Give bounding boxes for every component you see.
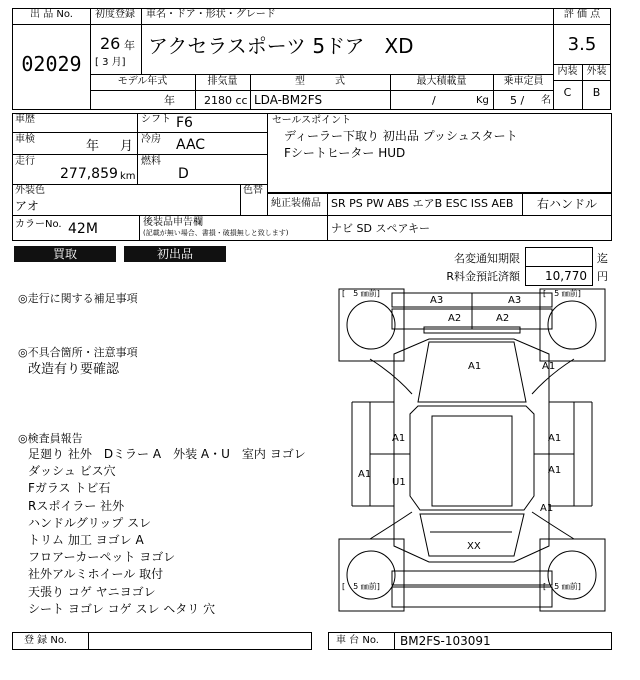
ac-label: 冷房	[141, 134, 161, 145]
displacement-label: 排気量	[207, 76, 238, 87]
tire-box-front-left	[339, 289, 404, 361]
color-box	[12, 184, 268, 216]
mark-left-fender: A1	[542, 361, 556, 372]
capacity-unit: 名	[541, 95, 551, 106]
tire-label-rear-left: [ 5 ㎜前]	[342, 582, 380, 591]
type-code: LDA-BM2FS	[254, 93, 323, 107]
mileage-label: 走行	[15, 156, 35, 167]
mark-bumper-right: A2	[496, 313, 510, 324]
recycle-amount: 10,770	[545, 269, 587, 283]
mark-front-left: A3	[430, 295, 444, 306]
inspection-year: 年	[86, 139, 100, 154]
tire-box-rear-left	[339, 539, 404, 611]
sales-line-2: Fシートヒーター HUD	[284, 146, 406, 160]
mileage-value: 277,859	[60, 166, 118, 182]
mark-bumper-left: A2	[448, 313, 462, 324]
color-label: 外装色	[15, 185, 45, 196]
equipment-value: SR PS PW ABS エアB ESC ISS AEB	[331, 197, 514, 210]
inspector-report-line: 天張り コゲ ヤニヨゴレ	[28, 584, 156, 599]
inspector-report-line: ハンドルグリップ スレ	[28, 515, 152, 530]
sales-line-1: ディーラー下取り 初出品 プッシュスタート	[284, 129, 518, 143]
purchase-badge: 買取	[14, 246, 116, 262]
details-box	[12, 113, 268, 185]
after-label: 後装品申告欄	[143, 217, 203, 228]
first-listing-badge: 初出品	[124, 246, 226, 262]
displacement-value: 2180 cc	[204, 94, 248, 107]
first-reg-year: 26	[100, 34, 121, 53]
defect-text: 改造有り要確認	[28, 362, 120, 377]
capacity-label: 乗車定員	[503, 76, 544, 87]
registration-label: 登 録 No.	[24, 635, 67, 646]
inspector-report-line: ダッシュ ビス穴	[28, 464, 116, 479]
chassis-value: BM2FS-103091	[400, 634, 491, 648]
mileage-unit: km	[120, 171, 136, 182]
tire-label-front-left: [ 5 ㎜前]	[342, 289, 380, 298]
rear-bumper-lower	[392, 587, 552, 607]
inspector-report-line: トリム 加工 ヨゴレ A	[28, 533, 144, 547]
name-change-label: 名変通知期限	[454, 252, 520, 265]
color-no-value: 42M	[68, 221, 98, 237]
score-label: 評 価 点	[563, 9, 601, 20]
model-year-label: モデル年式	[117, 76, 168, 87]
name-change-unit: 迄	[597, 252, 608, 265]
driving-remarks-title: ◎走行に関する補足事項	[18, 292, 138, 305]
chassis-label: 車 台 No.	[336, 635, 379, 646]
score-value: 3.5	[567, 34, 597, 55]
inspector-report-line: シート ヨゴレ コゲ スレ ヘタリ 穴	[28, 601, 216, 616]
mark-right-rear: A1	[540, 503, 554, 514]
interior-grade: C	[563, 86, 572, 99]
mark-right-door: A1	[548, 433, 562, 444]
tire-front-left	[347, 301, 395, 349]
exterior-grade: B	[592, 86, 601, 99]
lot-number: 02029	[21, 52, 82, 76]
first-reg-year-unit: 年	[124, 39, 135, 52]
model-year-unit: 年	[164, 94, 175, 107]
sales-label: セールスポイント	[272, 115, 352, 126]
name-change-value-box	[525, 247, 593, 267]
repaint-label: 色替	[243, 185, 263, 196]
tire-rear-left	[347, 551, 395, 599]
mark-left-door: A1	[392, 433, 406, 444]
tire-label-front-right: [ 5 ㎜前]	[543, 289, 581, 298]
recycle-label: R料金預託済額	[446, 270, 520, 283]
max-load-unit: Kg	[476, 95, 489, 106]
inspector-report-line: Fガラス トビ石	[28, 481, 111, 496]
shift-value: F6	[176, 115, 193, 131]
model-name: アクセラスポーツ 5ドア XD	[148, 34, 414, 58]
after-items: ナビ SD スペアキー	[331, 222, 431, 235]
mark-front-right: A3	[508, 295, 522, 306]
fuel-value: D	[178, 166, 189, 182]
hood	[418, 342, 526, 402]
inspection-month: 月	[120, 139, 134, 154]
inspection-label: 車検	[15, 134, 35, 145]
equipment-label: 純正装備品	[271, 198, 321, 209]
car-damage-diagram	[334, 284, 610, 616]
first-reg-label: 初度登録	[95, 9, 135, 20]
inspector-report-line: 社外アルミホイール 取付	[28, 567, 164, 582]
car-body-outline	[394, 339, 549, 562]
roof	[432, 416, 512, 506]
exterior-label: 外装	[586, 66, 607, 77]
shift-label: シフト	[141, 114, 171, 125]
interior-label: 内装	[557, 66, 578, 77]
lot-label: 出 品 No.	[30, 9, 73, 20]
color-no-label: カラーNo.	[15, 219, 62, 230]
inspector-title: ◎検査員報告	[18, 432, 83, 445]
mark-hood: A1	[468, 361, 482, 372]
cabin-outline	[410, 406, 534, 510]
tire-box-front-right	[540, 289, 605, 361]
tire-box-rear-right	[540, 539, 605, 611]
capacity-value: 5 /	[510, 94, 525, 107]
defect-title: ◎不具合箇所・注意事項	[18, 346, 138, 359]
inspector-report-line: フロアーカーペット ヨゴレ	[28, 550, 176, 565]
color-value: アオ	[15, 199, 39, 213]
mark-right-quarter: A1	[548, 465, 562, 476]
tire-front-right	[548, 301, 596, 349]
rear-bumper	[392, 571, 552, 585]
first-reg-month: [ 3 月]	[95, 57, 126, 68]
max-load-value: /	[432, 94, 436, 107]
after-note: (記載が無い場合、書損・破損無しと致します)	[143, 229, 289, 237]
max-load-label: 最大積載量	[416, 76, 467, 87]
tire-rear-right	[548, 551, 596, 599]
fuel-label: 燃料	[141, 156, 161, 167]
inspector-report-line: Rスポイラー 社外	[28, 498, 125, 513]
mark-roof: U1	[392, 477, 406, 488]
type-label: 型 式	[295, 76, 345, 87]
steering-value: 右ハンドル	[536, 197, 597, 211]
ac-value: AAC	[176, 137, 206, 153]
inspector-report-line: 足廻り 社外 Dミラー A 外装 A・U 室内 ヨゴレ	[28, 447, 306, 461]
name-label: 車名・ドア・形状・グレード	[146, 9, 276, 20]
history-label: 車歴	[15, 114, 35, 125]
mark-trunk: XX	[467, 541, 481, 552]
mark-left-rocker: A1	[358, 469, 372, 480]
tire-label-rear-right: [ 5 ㎜前]	[543, 582, 581, 591]
recycle-unit: 円	[597, 270, 608, 283]
